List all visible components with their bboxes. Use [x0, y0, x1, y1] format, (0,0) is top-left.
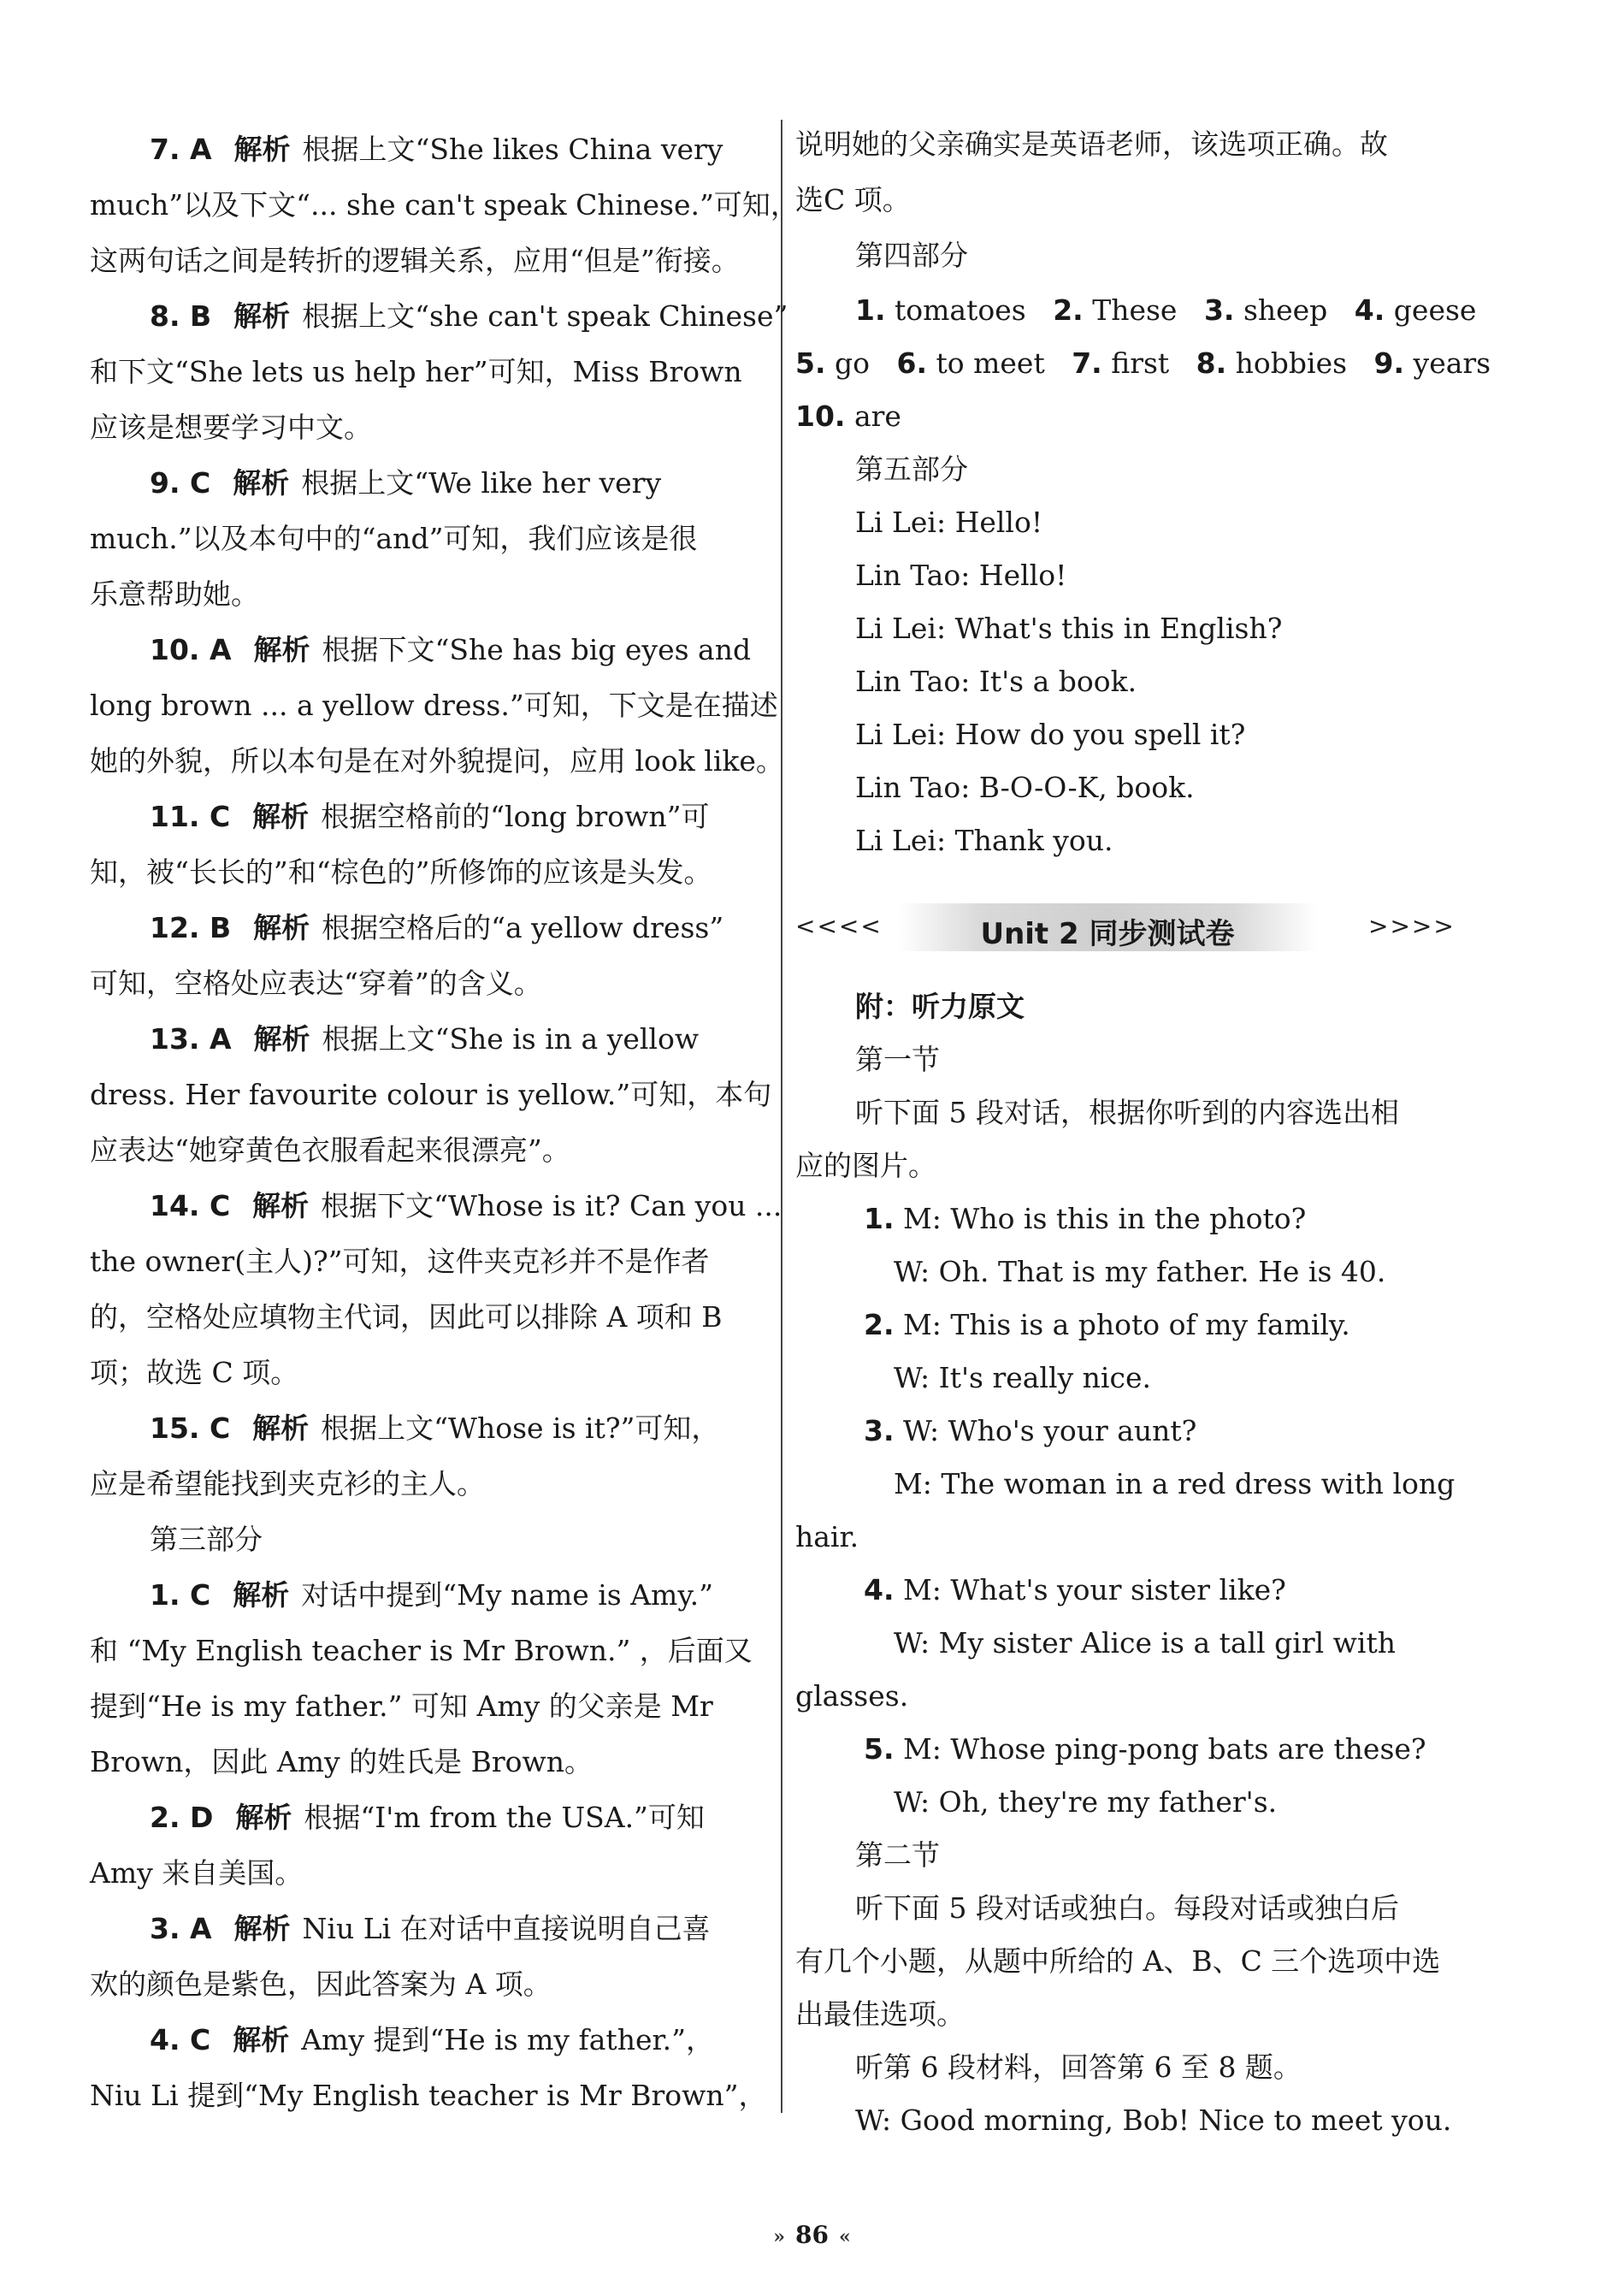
p3q3-line1: 3. A 解析 Niu Li 在对话中直接说明自己喜 [150, 1912, 711, 1945]
q15-line2: 应是希望能找到夹克衫的主人。 [90, 1467, 485, 1500]
sec1-heading: 第一节 [855, 1043, 940, 1076]
sec2-heading: 第二节 [855, 1838, 940, 1872]
s1-w: W: Oh. That is my father. He is 40. [894, 1255, 1386, 1288]
footer-right-mark: « [838, 2226, 851, 2248]
p3q3-line2: 欢的颜色是紫色，因此答案为 A 项。 [90, 1967, 552, 2001]
banner-right-arrows: >>>> [1368, 912, 1456, 940]
sec1-intro2: 应的图片。 [795, 1149, 936, 1182]
p3q2-line1: 2. D 解析 根据“I'm from the USA.”可知 [150, 1801, 705, 1834]
page-footer [0, 2221, 1624, 2249]
q14-line2: the owner(主人)?”可知，这件夹克衫并不是作者 [90, 1245, 710, 1278]
s4-w2: glasses. [795, 1679, 909, 1713]
q14-line4: 项；故选 C 项。 [90, 1356, 299, 1389]
banner-title: Unit 2 同步测试卷 [980, 917, 1235, 951]
part5-heading: 第五部分 [855, 453, 968, 486]
s3-m1: M: The woman in a red dress with long [894, 1467, 1456, 1500]
q14-line1: 14. C 解析 根据下文“Whose is it? Can you ... [150, 1189, 782, 1222]
unit-banner [795, 898, 1456, 956]
q11-line2: 知，被“长长的”和“棕色的”所修饰的应该是头发。 [90, 855, 712, 889]
dialog-line: Li Lei: How do you spell it? [855, 718, 1246, 751]
q8-line2: 和下文“She lets us help her”可知，Miss Brown [90, 355, 742, 388]
s5-w: W: Oh, they're my father's. [894, 1785, 1278, 1819]
sec2-intro2: 有几个小题，从题中所给的 A、B、C 三个选项中选 [795, 1944, 1441, 1978]
part4-heading: 第四部分 [855, 239, 968, 272]
q12-line2: 可知，空格处应表达“穿着”的含义。 [90, 967, 542, 1000]
q13-line1: 13. A 解析 根据上文“She is in a yellow [150, 1022, 700, 1056]
q10-line1: 10. A 解析 根据下文“She has big eyes and [150, 633, 752, 666]
s3-w: 3. W: Who's your aunt? [864, 1414, 1197, 1447]
q13-line2: dress. Her favourite colour is yellow.”可知，本句 [90, 1078, 772, 1111]
q7-line3: 这两句话之间是转折的逻辑关系，应用“但是”衔接。 [90, 244, 740, 277]
q7-line1: 7. A 解析 根据上文“She likes China very [150, 133, 723, 166]
appendix-heading: 附：听力原文 [855, 990, 1025, 1023]
sec2-intro3: 出最佳选项。 [795, 1997, 965, 2031]
banner-left-arrows: <<<< [795, 912, 883, 940]
s5-m: 5. M: Whose ping-pong bats are these? [864, 1732, 1426, 1766]
dialog-line: Li Lei: Thank you. [855, 824, 1113, 857]
q7-line2: much”以及下文“... she can't speak Chinese.”可知， [90, 188, 799, 222]
p3q1-line3: 提到“He is my father.” 可知 Amy 的父亲是 Mr [90, 1689, 713, 1723]
fill-row1: 1. tomatoes 2. These 3. sheep 4. geese [855, 293, 1477, 327]
s4-w1: W: My sister Alice is a tall girl with [894, 1626, 1396, 1660]
q8-line1: 8. B 解析 根据上文“she can't speak Chinese” [150, 299, 788, 333]
footer-left-mark: » [773, 2226, 786, 2248]
q12-line1: 12. B 解析 根据空格后的“a yellow dress” [150, 911, 724, 944]
sec2-intro1: 听下面 5 段对话或独白。每段对话或独白后 [855, 1891, 1399, 1925]
s2-m: 2. M: This is a photo of my family. [864, 1308, 1350, 1341]
p3q4-line2: Niu Li 提到“My English teacher is Mr Brown”， [90, 2079, 767, 2112]
q15-line1: 15. C 解析 根据上文“Whose is it?”可知， [150, 1411, 720, 1445]
sec1-intro1: 听下面 5 段对话，根据你听到的内容选出相 [855, 1096, 1399, 1129]
s2-w: W: It's really nice. [894, 1361, 1151, 1394]
fill-row3: 10. are [795, 399, 901, 433]
p3q1-line4: Brown，因此 Amy 的姓氏是 Brown。 [90, 1745, 593, 1778]
q10-line2: long brown ... a yellow dress.”可知，下文是在描述 [90, 689, 778, 722]
p3q1-line1: 1. C 解析 对话中提到“My name is Amy.” [150, 1578, 713, 1612]
page-number: 86 [795, 2221, 829, 2249]
sec2-question: 听第 6 段材料，回答第 6 至 8 题。 [855, 2050, 1302, 2084]
s1-m: 1. M: Who is this in the photo? [864, 1202, 1307, 1235]
q13-line3: 应表达“她穿黄色衣服看起来很漂亮”。 [90, 1133, 570, 1167]
fill-row2: 5. go 6. to meet 7. first 8. hobbies 9. years [795, 346, 1491, 380]
p3q1-line2: 和 “My English teacher is Mr Brown.” ，后面又 [90, 1634, 753, 1667]
q14-line3: 的，空格处应填物主代词，因此可以排除 A 项和 B [90, 1300, 723, 1334]
dialog-line: Lin Tao: It's a book. [855, 665, 1137, 698]
q9-line2: much.”以及本句中的“and”可知，我们应该是很 [90, 522, 698, 555]
dialog-line: Lin Tao: B-O-O-K, book. [855, 771, 1195, 804]
dialog-line: Lin Tao: Hello! [855, 559, 1067, 592]
dialog-line: Li Lei: Hello! [855, 506, 1043, 539]
cont-line1: 说明她的父亲确实是英语老师，该选项正确。故 [795, 127, 1388, 161]
q8-line3: 应该是想要学习中文。 [90, 411, 372, 444]
sec2-first-line: W: Good morning, Bob! Nice to meet you. [855, 2103, 1452, 2137]
p3q2-line2: Amy 来自美国。 [90, 1856, 304, 1890]
cont-line2: 选C 项。 [795, 183, 911, 216]
q9-line3: 乐意帮助她。 [90, 577, 259, 611]
s3-m2: hair. [795, 1520, 859, 1553]
p3q4-line1: 4. C 解析 Amy 提到“He is my father.”， [150, 2023, 714, 2056]
s4-m: 4. M: What's your sister like? [864, 1573, 1286, 1606]
column-divider [781, 120, 782, 2113]
q11-line1: 11. C 解析 根据空格前的“long brown”可 [150, 800, 710, 833]
part3-heading: 第三部分 [150, 1523, 263, 1556]
dialog-line: Li Lei: What's this in English? [855, 612, 1283, 645]
q10-line3: 她的外貌，所以本句是在对外貌提问，应用 look like。 [90, 744, 784, 778]
q9-line1: 9. C 解析 根据上文“We like her very [150, 466, 662, 500]
